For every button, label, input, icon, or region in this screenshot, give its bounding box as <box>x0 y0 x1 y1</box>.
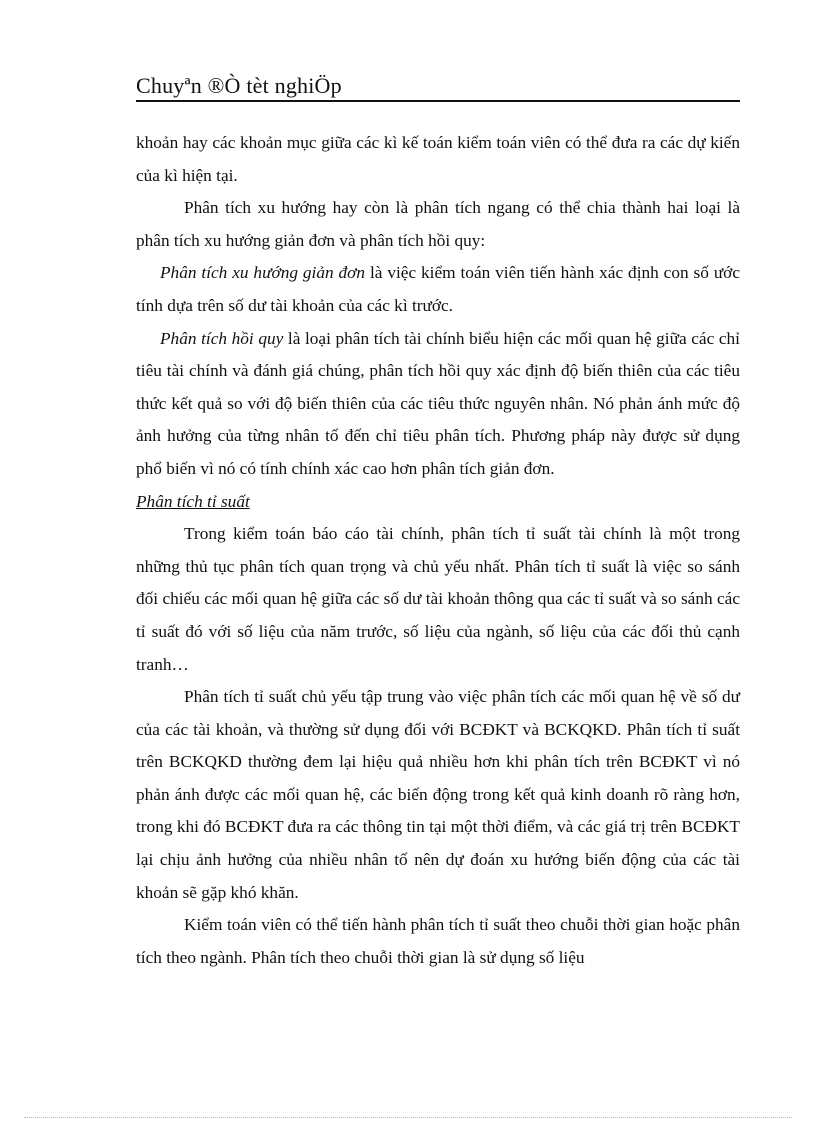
paragraph-5: Trong kiểm toán báo cáo tài chính, phân tích tỉ suất tài chính là một trong những thủ tục phân tích quan trọng và chủ yếu nhất. Phân tích tỉ suất là việc so sánh đối chiếu các mối quan hệ giữa các số dư tài khoản thông qua các tỉ suất và so sánh các tỉ suất đó với số liệu của năm trước, số liệu của ngành, số liệu của các đối thủ cạnh tranh… <box>136 524 740 674</box>
page-header <box>136 70 740 102</box>
paragraph-6: Phân tích tỉ suất chủ yếu tập trung vào việc phân tích các mối quan hệ về số dư của các tài khoản, và thường sử dụng đối với BCĐKT và BCKQKD. Phân tích tỉ suất trên BCKQKD thường đem lại hiệu quả nhiều hơn khi phân tích trên BCĐKT vì nó phản ánh được các mối quan hệ, các biến động trong kết quả kinh doanh rõ ràng hơn, trong khi đó BCĐKT đưa ra các thông tin tại một thời điểm, và các giá trị trên BCĐKT lại chịu ảnh hưởng của nhiều nhân tố nên dự đoán xu hướng biến động của các tài khoản sẽ gặp khó khăn. <box>136 687 740 902</box>
page-bottom-divider <box>24 1117 792 1118</box>
section-title: Phân tích tỉ suất <box>136 491 250 511</box>
term-simple-trend: Phân tích xu hướng giản đơn <box>160 263 366 283</box>
paragraph-3-text: là việc kiểm toán viên tiến hành xác định con số ước tính dựa trên số dư tài khoản của các kì trước. <box>136 263 740 315</box>
term-regression: Phân tích hồi quy <box>160 328 284 348</box>
paragraph-3 <box>136 257 740 322</box>
paragraph-1: khoản hay các khoản mục giữa các kì kế toán kiểm toán viên có thể đưa ra các dự kiến của kì hiện tại. <box>136 133 740 185</box>
paragraph-4 <box>136 323 740 486</box>
paragraph-4-text: là loại phân tích tài chính biểu hiện các mối quan hệ giữa các chỉ tiêu tài chính và đánh giá chúng, phân tích hồi quy xác định độ biến thiên của các tiêu thức kết quả so với độ biến thiên của các tiêu thức nguyên nhân. Nó phản ánh mức độ ảnh hưởng của từng nhân tố đến chỉ tiêu phân tích. Phương pháp này được sử dụng phổ biến vì nó có tính chính xác cao hơn phân tích giản đơn. <box>136 328 740 478</box>
paragraph-2: Phân tích xu hướng hay còn là phân tích ngang có thể chia thành hai loại là phân tích xu hướng giản đơn và phân tích hồi quy: <box>136 198 740 250</box>
document-body <box>136 127 740 974</box>
paragraph-7: Kiểm toán viên có thể tiến hành phân tích tỉ suất theo chuỗi thời gian hoặc phân tích theo ngành. Phân tích theo chuỗi thời gian là sử dụng số liệu <box>136 915 740 967</box>
header-title: Chuyªn ®Ò tèt nghiÖp <box>136 73 342 98</box>
